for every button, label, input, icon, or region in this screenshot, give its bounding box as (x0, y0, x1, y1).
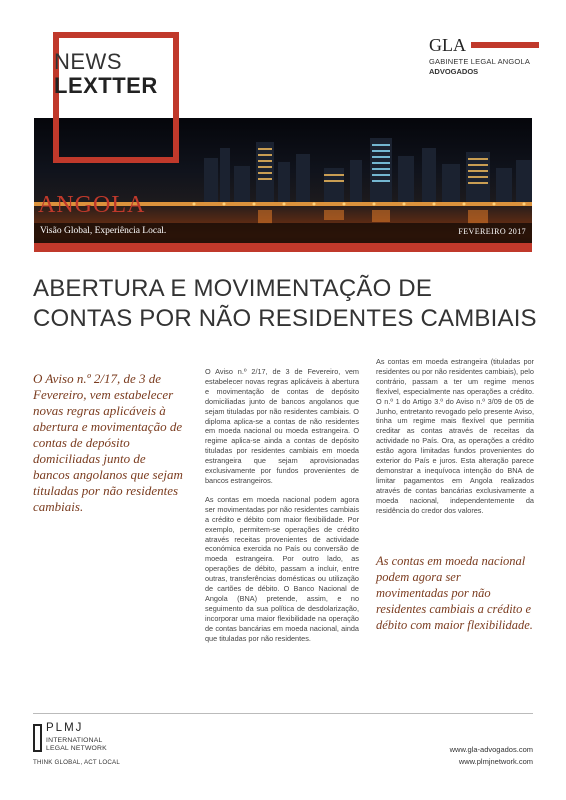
body-column-2 (376, 357, 534, 525)
gla-logo: GLA (429, 35, 466, 55)
banner-country: ANGOLA (38, 192, 146, 218)
pull-quote: As contas em moeda nacional podem agora ser movimentadas por não residentes cambiais a crédito e débito com maior flexibilidade. (376, 554, 533, 632)
plmj-url-link[interactable]: www.plmjnetwork.com (458, 757, 533, 766)
gla-logo-block (429, 35, 539, 76)
footer-urls (450, 744, 533, 768)
banner-accent-bar (34, 243, 532, 252)
article-title-line1: ABERTURA E MOVIMENTAÇÃO DE (33, 275, 433, 302)
issue-date: FEVEREIRO 2017 (458, 227, 526, 236)
plmj-line-1: INTERNATIONAL (46, 737, 103, 744)
footer-divider (33, 713, 533, 714)
plmj-logo-icon (33, 724, 42, 752)
body-paragraph: O Aviso n.º 2/17, de 3 de Fevereiro, vem estabelecer novas regras aplicáveis à abertura e movimentação de contas de depósito domiciliadas junto de bancos angolanos que sejam tituladas por não residentes cambiais. O diploma aplica-se a contas de não residentes em moeda nacional ou moeda estrangeira. O regime aplica-se ainda a contas de depósito tituladas por residentes cambiais em moeda estrangeira que sejam aprovisionadas exclusivamente por fundos provenientes de bancos estrangeiros. (205, 367, 359, 485)
gla-firm-name: GABINETE LEGAL ANGOLA (429, 57, 531, 66)
body-column-1 (205, 367, 359, 652)
plmj-network-name (46, 737, 107, 753)
gla-url-link[interactable]: www.gla-advogados.com (449, 745, 533, 754)
article-title (33, 274, 543, 334)
plmj-tagline: THINK GLOBAL, ACT LOCAL (33, 759, 121, 766)
body-paragraph: As contas em moeda estrangeira (tituladas por residentes ou por não residentes cambiais), pelo contrário, passam a ter um regime menos flexível, especialmente nas operações a crédito. O n.º 1 do Artigo 3.º do Aviso n.º 3/09 de 05 de Junho, entretanto revogado pelo presente Aviso, tinha um regime mais flexível que permitia creditar as contas através de receitas da actividade no País. Ora, as operações a crédito estão agora limitadas fundos provenientes do exterior do País e juros. Esta alteração parece demonstrar a inequívoca intenção do BNA de limitar pagamentos em Angola realizados através de contas bancárias exclusivamente a moeda nacional, independentemente da residência do credor dos valores. (376, 357, 534, 515)
body-paragraph: As contas em moeda nacional podem agora ser movimentadas por não residentes cambiais a crédito e débito com maior flexibilidade. Por exemplo, permitem-se operações de crédito através receitas provenientes de actividade económica exercida no País ou conversão de moeda estrangeira. Por outro lado, as operações de débito, passam a incluir, entre outras, transferências domésticas ou utilização de cartões de débito. O Banco Nacional de Angola (BNA) pretende, assim, e no seguimento da sua política de desdolarização, incorporar uma maior flexibilidade na operação de contas bancárias em moeda nacional, ainda que tituladas por não residentes. (205, 494, 359, 643)
gla-firm-sub: ADVOGADOS (429, 67, 479, 76)
newsletter-title-lextter: LEXTTER (54, 73, 158, 98)
article-title-line2: CONTAS POR NÃO RESIDENTES CAMBIAIS (33, 305, 537, 332)
banner-tagline: Visão Global, Experiência Local. (40, 226, 167, 236)
article-lead: O Aviso n.º 2/17, de 3 de Fevereiro, vem estabelecer novas regras aplicáveis à abertura e movimentação de contas de depósito domiciliadas junto de bancos angolanos que sejam tituladas por não residentes cambiais. (33, 371, 183, 514)
gla-logo-bar (471, 42, 539, 48)
plmj-line-2: LEGAL NETWORK (46, 745, 107, 752)
plmj-logo-text: PLMJ (46, 722, 84, 734)
newsletter-title-news: NEWS (54, 49, 122, 74)
